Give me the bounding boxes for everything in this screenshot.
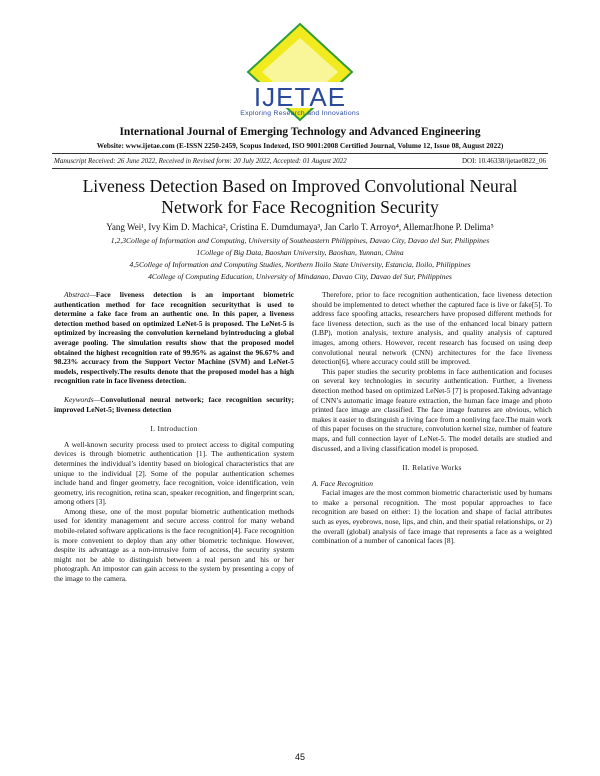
affiliation: 1College of Big Data, Baoshan University, Baoshan, Yunnan, China [196, 248, 404, 257]
paper-title-line-2: Network for Face Recognition Security [161, 197, 439, 217]
doi: DOI: 10.46338/ijetae0822_06 [462, 157, 546, 165]
header-rule-bottom [52, 168, 548, 169]
paragraph: This paper studies the security problems in face authentication and focuses on several key technologies in security authentication. Further, a liveness detection method based on optimized LeNet-5 [7] is proposed.Taking advantage of CNN’s automatic image feature extraction, the human face image and photo printed face image are classified. The face image features are obvious, which makes it easier to distinguish a living face from a nonliving face.The main work of this paper focuses on the structure, convolution kernel size, number of feature maps, and full connection layer of LeNet-5. The model details are studied and discussed, and a living classification model is proposed. [312, 366, 552, 453]
keywords-label: Keywords— [64, 394, 101, 404]
right-column [312, 290, 552, 546]
affiliation: 4College of Computing Education, University of Mindanao, Davao City, Davao del Sur, Philippines [148, 272, 452, 281]
affiliation: 4,5College of Information and Computing Studies, Northern Iloilo State University, Estancia, Iloilo, Philippines [129, 260, 471, 269]
keywords [54, 395, 294, 414]
abstract-text: Face liveness detection is an important biometric authentication method for face recognition securitythat is used to determine a fake face from an authentic one. In this paper, a liveness detection method based on optimized LeNet-5 is proposed. The LeNet-5 is optimized by increasing the convolution kerneland byintroducing a global average pooling. The simulation results show that the proposed model obtained the highest recognition rate of 99.95% as against the 96.67% and 98.23% accuracy from the Support Vector Machine (SVM) and LeNet-5 models, respectively.The results denote that the proposed model has a high recognition rate in face liveness detection. [54, 290, 294, 386]
manuscript-dates: Manuscript Received: 26 June 2022, Received in Revised form: 20 July 2022, Accepted: 01 August 2022 [54, 157, 347, 165]
paragraph: Among these, one of the most popular biometric authentication methods used for identity management and secure access control for many weband mobile-related software applications is the face recognition[4]. Face recognition is more convenient to deploy than any other biometric technique. However, despite its advantage as a non-intrusive form of access, the security system might not be able to distinguish between a real person and his or her photograph. An impostor can gain access to the system by presenting a copy of the image to the camera. [54, 506, 294, 584]
header-rule [52, 153, 548, 154]
logo-wordmark: IJETAE [253, 82, 347, 112]
paragraph: Facial images are the most common biometric characteristic used by humans to make a personal recognition. The most popular approaches to face recognition are based on either: 1) the location and shape of facial attributes such as eyes, eyebrows, nose, lips, and chin, and their spatial relationships, or 2) the overall (global) analysis of face image that represents a face as a weighted combination of a number of canonical faces [8]. [312, 488, 552, 546]
paper-title-line-1: Liveness Detection Based on Improved Convolutional Neural [82, 176, 518, 196]
section-heading: I. Introduction [150, 424, 198, 434]
journal-title: International Journal of Emerging Technology and Advanced Engineering [119, 126, 481, 138]
author-list: Yang Wei¹, Ivy Kim D. Machica², Cristina E. Dumdumaya³, Jan Carlo T. Arroyo⁴, AllemarJhone P. Delima⁵ [106, 222, 494, 232]
subsection-heading: A. Face Recognition [312, 478, 373, 488]
section-heading: II. Relative Works [402, 463, 462, 473]
abstract-label: Abstract— [64, 290, 96, 299]
affiliation: 1,2,3College of Information and Computing, University of Southeastern Philippines, Davao City, Davao del Sur, Philippines [110, 236, 490, 245]
abstract [54, 290, 294, 386]
logo-subtitle: Exploring Research and Innovations [240, 110, 360, 117]
paragraph: Therefore, prior to face recognition authentication, face liveness detection should be implemented to detect whether the captured face is live or fake[5]. To address face spoofing attacks, researchers have proposed different methods for face liveness detection, such as the use of the enhanced local binary pattern (LBP), motion analysis, texture analysis, and quality analysis of captured images, among others. However, recent research has focused on using deep convolutional neural network (CNN) architectures for the face liveness detection[6], where accuracy could still be improved. [312, 290, 552, 367]
paragraph: A well-known security process used to protect access to digital computing devices is through biometric authentication [1]. The authentication system determines the individual’s identity based on biological characteristics that are unique to the individual [2]. Some of the popular authentication schemes include hand and finger geometry, face recognition, voice identification, vein geometry, iris recognition, retina scan, speaker recognition, and fingerprint scan, among others [3]. [54, 439, 294, 507]
left-column [54, 290, 294, 584]
journal-website: Website: www.ijetae.com (E-ISSN 2250-2459, Scopus Indexed, ISO 9001:2008 Certified Journal, Volume 12, Issue 08, August 2022) [96, 141, 504, 150]
page-number: 45 [294, 752, 305, 762]
keywords-text: Convolutional neural network; face recognition security; improved LeNet-5; liveness detection [54, 394, 294, 414]
paper-title [40, 176, 560, 218]
